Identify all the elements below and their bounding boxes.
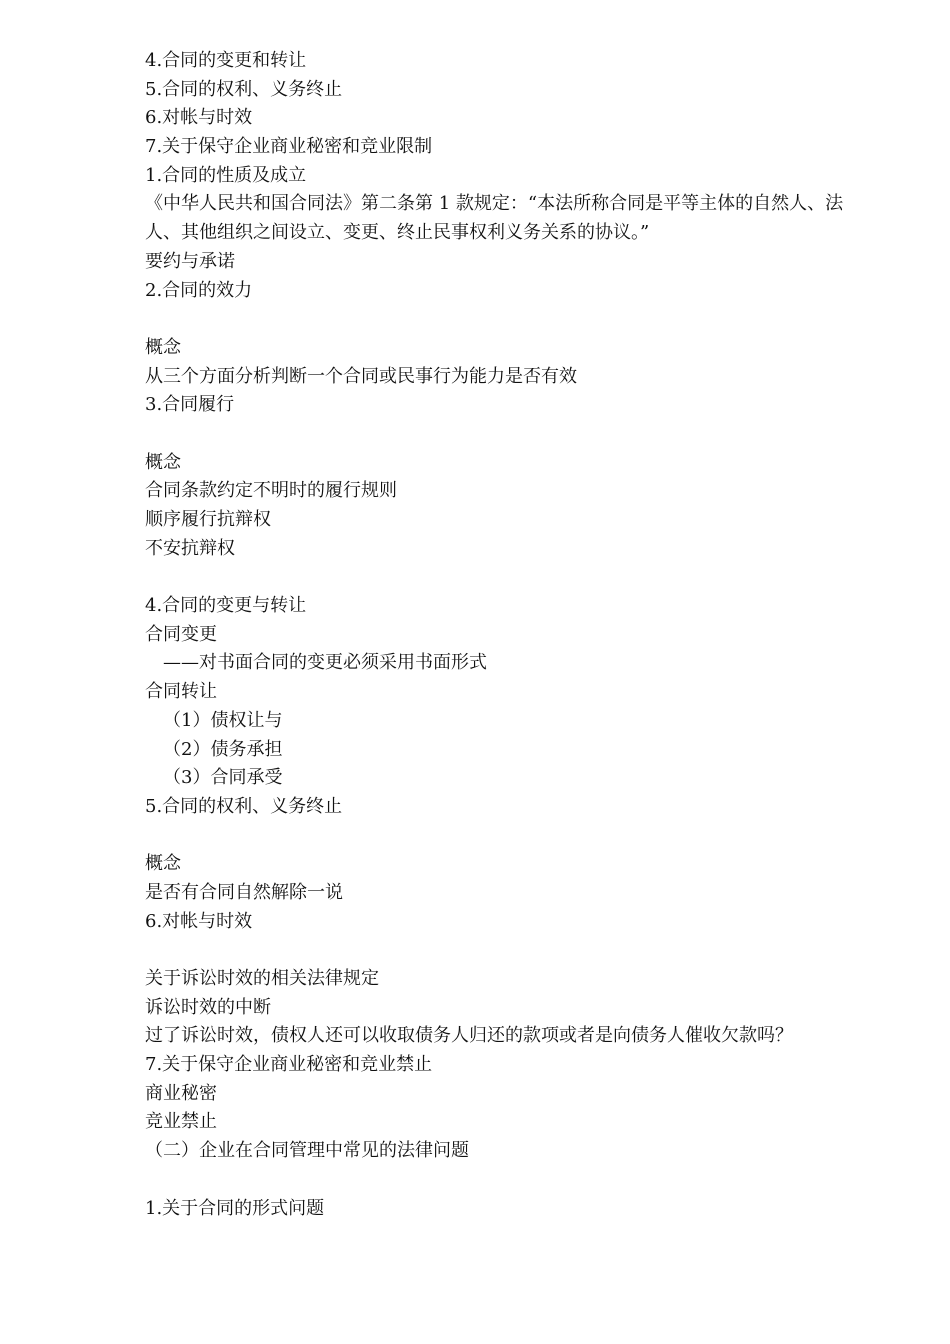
text-line: 合同转让: [145, 681, 217, 703]
section-heading: 3.合同履行: [145, 394, 235, 416]
section-heading: 1.合同的性质及成立: [145, 164, 307, 186]
text-line: 4.合同的变更和转让: [145, 50, 307, 71]
text-line: 诉讼时效的中断: [145, 996, 271, 1018]
text-line: 概念: [145, 853, 181, 875]
section-heading: 1.关于合同的形式问题: [145, 1197, 325, 1219]
quote-paragraph: 《中华人民共和国合同法》第二条第 1 款规定：“本法所称合同是平等主体的自然人、法人、其他组织之间设立、变更、终止民事权利义务关系的协议。”: [145, 193, 844, 244]
list-item: （3）合同承受: [163, 767, 283, 789]
text-line: 过了诉讼时效，债权人还可以收取债务人归还的款项或者是向债务人催收欠款吗？: [145, 1025, 793, 1047]
text-line: 5.合同的权利、义务终止: [145, 78, 343, 100]
blank-line: [145, 822, 875, 851]
section-heading: 6.对帐与时效: [145, 910, 253, 932]
text-line: 概念: [145, 336, 181, 358]
document-body: [145, 47, 875, 1223]
text-line: 概念: [145, 451, 181, 473]
blank-line: [145, 936, 875, 965]
text-line: 要约与承诺: [145, 250, 235, 272]
list-item: （2）债务承担: [163, 738, 283, 760]
text-line: 不安抗辩权: [145, 537, 235, 559]
text-line: 合同变更: [145, 623, 217, 645]
text-line: 合同条款约定不明时的履行规则: [145, 480, 397, 502]
text-line: 关于诉讼时效的相关法律规定: [145, 968, 379, 990]
chapter-heading: （二）企业在合同管理中常见的法律问题: [145, 1140, 469, 1162]
section-heading: 5.合同的权利、义务终止: [145, 795, 343, 817]
blank-line: [145, 563, 875, 592]
text-line: 商业秘密: [145, 1082, 217, 1104]
blank-line: [145, 1166, 875, 1195]
section-heading: 4.合同的变更与转让: [145, 595, 307, 617]
text-line: ——对书面合同的变更必须采用书面形式: [163, 652, 487, 674]
text-line: 7.关于保守企业商业秘密和竞业限制: [145, 136, 433, 158]
text-line: 顺序履行抗辩权: [145, 509, 271, 531]
text-line: 竞业禁止: [145, 1111, 217, 1133]
list-item: （1）债权让与: [163, 709, 283, 731]
text-line: 6.对帐与时效: [145, 107, 253, 129]
blank-line: [145, 305, 875, 334]
text-line: 从三个方面分析判断一个合同或民事行为能力是否有效: [145, 365, 577, 387]
blank-line: [145, 420, 875, 449]
section-heading: 7.关于保守企业商业秘密和竞业禁止: [145, 1054, 433, 1076]
text-line: 是否有合同自然解除一说: [145, 881, 343, 903]
section-heading: 2.合同的效力: [145, 279, 253, 301]
